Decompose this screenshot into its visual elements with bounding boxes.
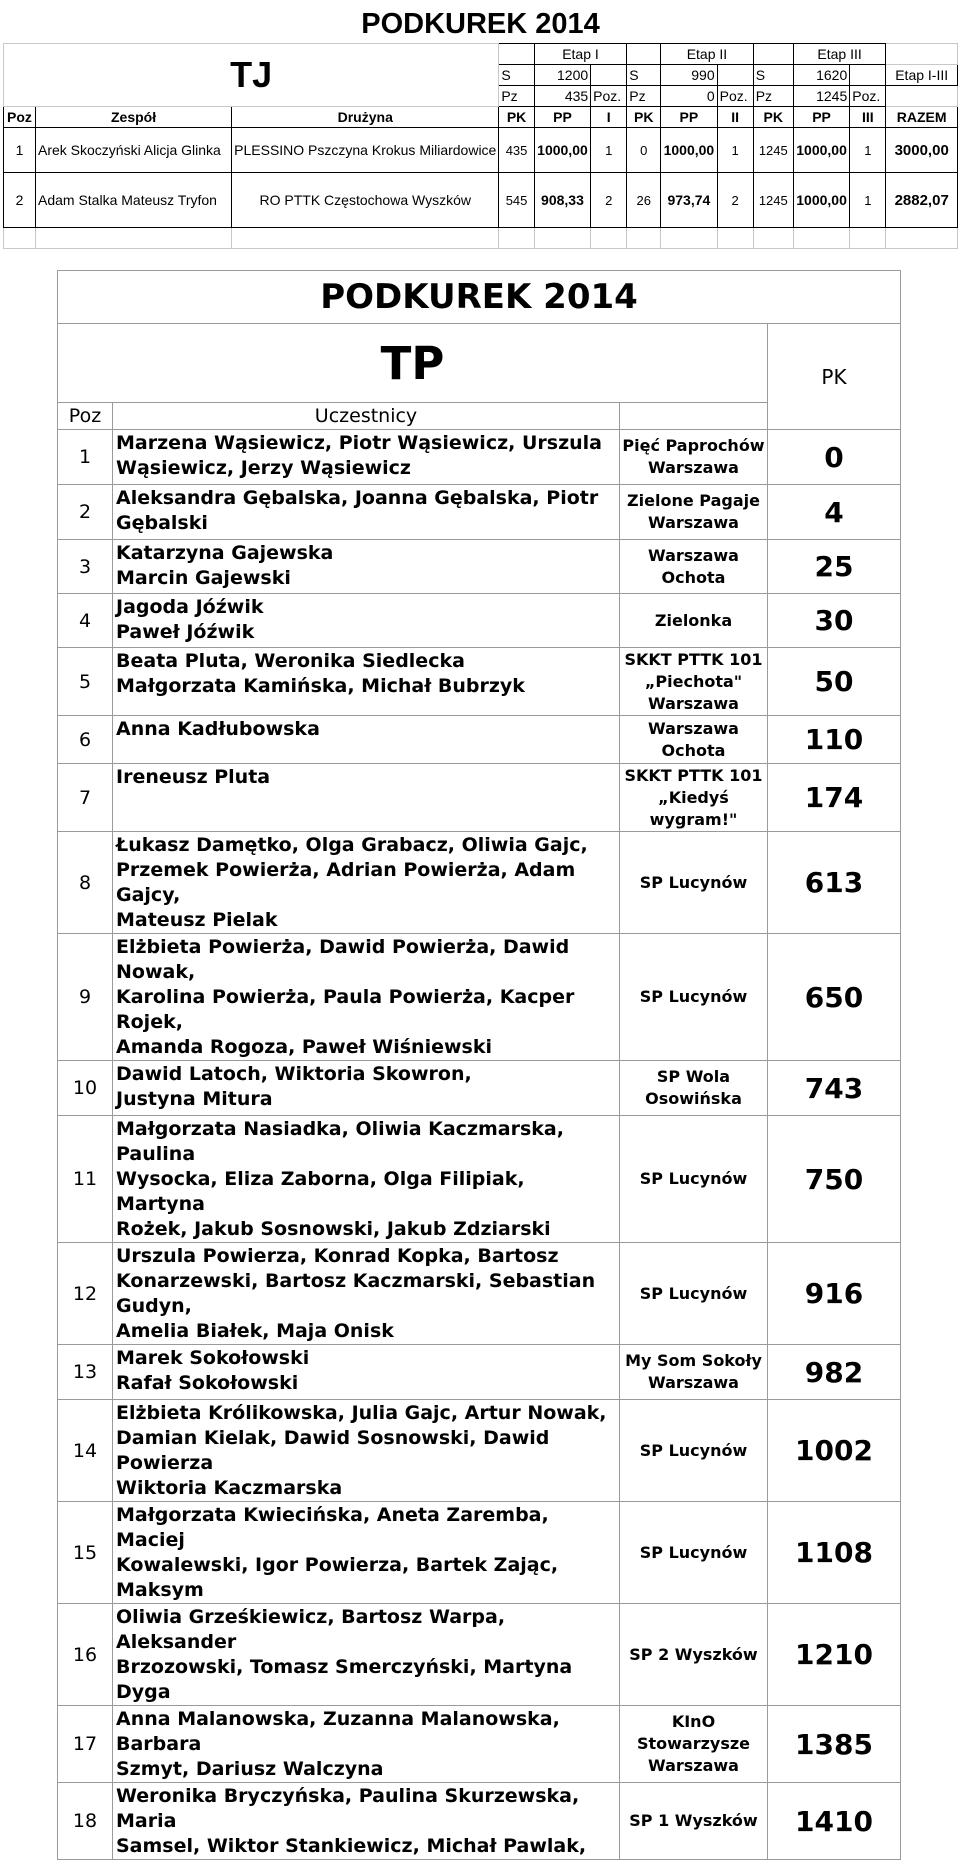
participants: Łukasz Damętko, Olga Grabacz, Oliwia Gajc, Przemek Powierża, Adrian Powierża, Adam Gajcy, Mateusz Pielak	[113, 832, 620, 934]
participants: Weronika Bryczyńska, Paulina Skurzewska, Maria Samsel, Wiktor Stankiewicz, Michał Pawlak,	[113, 1783, 620, 1860]
club: SP 1 Wyszków	[620, 1783, 768, 1860]
position: 3	[58, 540, 113, 594]
pk-score: 1410	[768, 1783, 901, 1860]
col-header: PK	[499, 107, 534, 128]
tj-row	[4, 173, 958, 228]
participants: Elżbieta Królikowska, Julia Gajc, Artur Nowak, Damian Kielak, Dawid Sosnowski, Dawid Powierza Wiktoria Kaczmarska	[113, 1400, 620, 1502]
tp-category: TP	[58, 324, 768, 403]
pp-3: 1000,00	[793, 128, 849, 173]
pk-3: 1245	[753, 128, 793, 173]
participants: Anna Malanowska, Zuzanna Malanowska, Barbara Szmyt, Dariusz Walczyna	[113, 1706, 620, 1783]
pk-score: 743	[768, 1061, 901, 1116]
club: Zielonka	[620, 594, 768, 648]
tp-row	[58, 1400, 901, 1502]
participants: Ireneusz Pluta	[113, 764, 620, 832]
tj-results-table	[3, 43, 958, 249]
pk-score: 916	[768, 1243, 901, 1345]
stage-3-label: Etap III	[793, 44, 886, 65]
tp-row	[58, 1604, 901, 1706]
club: RO PTTK Częstochowa Wyszków	[232, 173, 499, 228]
position: 12	[58, 1243, 113, 1345]
poz-header: Poz	[58, 403, 113, 430]
participants: Dawid Latoch, Wiktoria Skowron, Justyna Mitura	[113, 1061, 620, 1116]
pp-3: 1000,00	[793, 173, 849, 228]
stage-2-pz-label: Pz	[627, 86, 661, 107]
club: SP Lucynów	[620, 832, 768, 934]
tp-rows	[58, 430, 901, 1860]
stage-3-s-label: S	[753, 65, 793, 86]
col-header: Zespół	[35, 107, 231, 128]
pk-score: 1385	[768, 1706, 901, 1783]
position: 11	[58, 1116, 113, 1243]
pk-2: 0	[627, 128, 661, 173]
col-header: PP	[534, 107, 590, 128]
col-header: PP	[793, 107, 849, 128]
pk-score: 1108	[768, 1502, 901, 1604]
participants: Elżbieta Powierża, Dawid Powierża, Dawid Nowak, Karolina Powierża, Paula Powierża, Kacper Rojek, Amanda Rogoza, Paweł Wiśniewski	[113, 934, 620, 1061]
club: SP Lucynów	[620, 1243, 768, 1345]
club: PLESSINO Pszczyna Krokus Miliardowice	[232, 128, 499, 173]
participants: Katarzyna Gajewska Marcin Gajewski	[113, 540, 620, 594]
total: 2882,07	[886, 173, 958, 228]
position: 18	[58, 1783, 113, 1860]
pk-score: 0	[768, 430, 901, 485]
tj-category: TJ	[4, 44, 499, 107]
participants: Marek Sokołowski Rafał Sokołowski	[113, 1345, 620, 1400]
position: 2	[4, 173, 36, 228]
participants: Beata Pluta, Weronika Siedlecka Małgorzata Kamińska, Michał Bubrzyk	[113, 648, 620, 716]
tp-row	[58, 832, 901, 934]
pk-score: 174	[768, 764, 901, 832]
participants: Aleksandra Gębalska, Joanna Gębalska, Piotr Gębalski	[113, 485, 620, 540]
tj-results-sheet	[3, 5, 958, 251]
place-3: 1	[850, 128, 886, 173]
pp-1: 908,33	[534, 173, 590, 228]
pk-score: 650	[768, 934, 901, 1061]
tp-row	[58, 1783, 901, 1860]
tj-row	[4, 128, 958, 173]
position: 4	[58, 594, 113, 648]
position: 6	[58, 716, 113, 764]
col-header: RAZEM	[886, 107, 958, 128]
stage-3-s-value: 1620	[793, 65, 849, 86]
stage-2-poz-label: Poz.	[717, 86, 753, 107]
tj-header-row	[4, 107, 958, 128]
pk-3: 1245	[753, 173, 793, 228]
col-header: PK	[627, 107, 661, 128]
club: SP Lucynów	[620, 1116, 768, 1243]
team-members: Adam Stalka Mateusz Tryfon	[35, 173, 231, 228]
position: 15	[58, 1502, 113, 1604]
pk-score: 4	[768, 485, 901, 540]
participants: Oliwia Grześkiewicz, Bartosz Warpa, Aleksander Brzozowski, Tomasz Smerczyński, Martyna Dyga	[113, 1604, 620, 1706]
participants: Urszula Powierza, Konrad Kopka, Bartosz Konarzewski, Bartosz Kaczmarski, Sebastian Gudyn, Amelia Białek, Maja Onisk	[113, 1243, 620, 1345]
col-header: PP	[661, 107, 717, 128]
participants: Marzena Wąsiewicz, Piotr Wąsiewicz, Urszula Wąsiewicz, Jerzy Wąsiewicz	[113, 430, 620, 485]
pp-2: 1000,00	[661, 128, 717, 173]
tp-row	[58, 1243, 901, 1345]
col-header: Drużyna	[232, 107, 499, 128]
club: SP Wola Osowińska	[620, 1061, 768, 1116]
participants: Anna Kadłubowska	[113, 716, 620, 764]
col-header: II	[717, 107, 753, 128]
col-header: III	[850, 107, 886, 128]
stage-1-s-label: S	[499, 65, 534, 86]
club: KInO Stowarzysze Warszawa	[620, 1706, 768, 1783]
place-3: 1	[850, 173, 886, 228]
col-header: I	[591, 107, 627, 128]
club: SP 2 Wyszków	[620, 1604, 768, 1706]
stage-1-s-value: 1200	[534, 65, 590, 86]
pp-1: 1000,00	[534, 128, 590, 173]
position: 2	[58, 485, 113, 540]
club: Warszawa Ochota	[620, 716, 768, 764]
tp-title: PODKUREK 2014	[58, 271, 901, 324]
stage-3-pz-value: 1245	[793, 86, 849, 107]
tp-results-table	[57, 270, 901, 1860]
stage-1-poz-label: Poz.	[591, 86, 627, 107]
tj-empty-row	[4, 228, 958, 249]
position: 13	[58, 1345, 113, 1400]
pk-score: 1002	[768, 1400, 901, 1502]
total: 3000,00	[886, 128, 958, 173]
participants: Małgorzata Kwiecińska, Aneta Zaremba, Maciej Kowalewski, Igor Powierza, Bartek Zając, Maksym	[113, 1502, 620, 1604]
stage-1-pz-label: Pz	[499, 86, 534, 107]
position: 5	[58, 648, 113, 716]
tp-row	[58, 430, 901, 485]
position: 16	[58, 1604, 113, 1706]
tp-row	[58, 934, 901, 1061]
stage-2-pz-value: 0	[661, 86, 717, 107]
pk-2: 26	[627, 173, 661, 228]
club: SP Lucynów	[620, 934, 768, 1061]
stage-1-label: Etap I	[534, 44, 627, 65]
tp-row	[58, 540, 901, 594]
position: 7	[58, 764, 113, 832]
tp-row	[58, 1706, 901, 1783]
pk-header: PK	[768, 324, 901, 430]
stage-3-poz-label: Poz.	[850, 86, 886, 107]
club: SP Lucynów	[620, 1502, 768, 1604]
tp-row	[58, 1502, 901, 1604]
club: Warszawa Ochota	[620, 540, 768, 594]
pk-score: 25	[768, 540, 901, 594]
pk-score: 982	[768, 1345, 901, 1400]
tp-row	[58, 716, 901, 764]
pk-1: 435	[499, 128, 534, 173]
club: Zielone Pagaje Warszawa	[620, 485, 768, 540]
place-1: 2	[591, 173, 627, 228]
club: Pięć Paprochów Warszawa	[620, 430, 768, 485]
col-header: Poz	[4, 107, 36, 128]
participants: Małgorzata Nasiadka, Oliwia Kaczmarska, Paulina Wysocka, Eliza Zaborna, Olga Filipiak, Martyna Rożek, Jakub Sosnowski, Jakub Zdziarski	[113, 1116, 620, 1243]
pk-score: 750	[768, 1116, 901, 1243]
participants-header: Uczestnicy	[113, 403, 620, 430]
tj-stage-row	[4, 44, 958, 65]
pp-2: 973,74	[661, 173, 717, 228]
club: SKKT PTTK 101 „Kiedyś wygram!"	[620, 764, 768, 832]
place-1: 1	[591, 128, 627, 173]
tp-row	[58, 764, 901, 832]
position: 9	[58, 934, 113, 1061]
stage-3-pz-label: Pz	[753, 86, 793, 107]
pk-score: 1210	[768, 1604, 901, 1706]
position: 10	[58, 1061, 113, 1116]
col-header: PK	[753, 107, 793, 128]
tp-row	[58, 1116, 901, 1243]
tp-row	[58, 485, 901, 540]
position: 17	[58, 1706, 113, 1783]
participants: Jagoda Jóźwik Paweł Jóźwik	[113, 594, 620, 648]
position: 1	[58, 430, 113, 485]
position: 8	[58, 832, 113, 934]
pk-score: 613	[768, 832, 901, 934]
stage-1-pz-value: 435	[534, 86, 590, 107]
place-2: 2	[717, 173, 753, 228]
pk-score: 50	[768, 648, 901, 716]
place-2: 1	[717, 128, 753, 173]
stage-2-s-label: S	[627, 65, 661, 86]
stage-2-label: Etap II	[661, 44, 754, 65]
tj-title: PODKUREK 2014	[361, 8, 600, 40]
tp-results-sheet	[57, 270, 903, 1860]
position: 14	[58, 1400, 113, 1502]
stage-2-s-value: 990	[661, 65, 717, 86]
pk-score: 30	[768, 594, 901, 648]
pk-1: 545	[499, 173, 534, 228]
position: 1	[4, 128, 36, 173]
total-label: Etap I-III	[886, 65, 958, 86]
tp-row	[58, 594, 901, 648]
team-members: Arek Skoczyński Alicja Glinka	[35, 128, 231, 173]
tp-row	[58, 1345, 901, 1400]
club: SKKT PTTK 101 „Piechota" Warszawa	[620, 648, 768, 716]
pk-score: 110	[768, 716, 901, 764]
tp-row	[58, 648, 901, 716]
tp-row	[58, 1061, 901, 1116]
club: SP Lucynów	[620, 1400, 768, 1502]
club: My Som Sokoły Warszawa	[620, 1345, 768, 1400]
